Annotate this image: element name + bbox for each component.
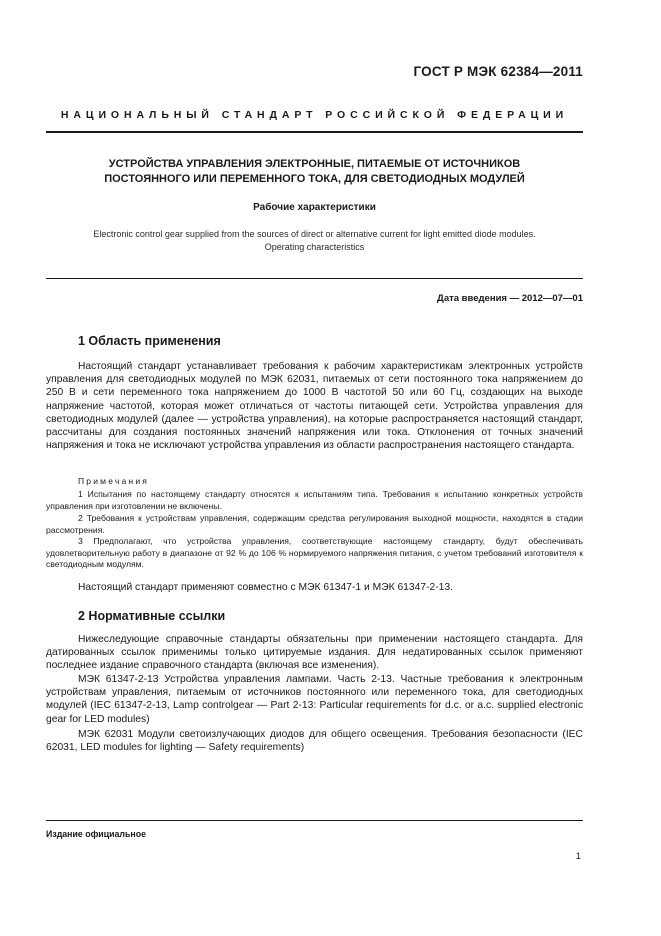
footer-divider xyxy=(46,820,583,821)
page-number: 1 xyxy=(575,851,581,862)
title-en-line-2: Operating characteristics xyxy=(264,242,365,252)
notes-heading: Примечания xyxy=(78,476,150,486)
title-ru-line-2: ПОСТОЯННОГО ИЛИ ПЕРЕМЕННОГО ТОКА, ДЛЯ СВЕТОДИОДНЫХ МОДУЛЕЙ xyxy=(104,173,525,185)
section-2-paragraph-2: МЭК 61347-2-13 Устройства управления лампами. Часть 2-13. Частные требования к электронным устройствам управления, питаемым от источников постоянного или переменного тока, для светодиодных модулей (IEC 61347-2-13, Lamp controlgear — Part 2-13: Particular requirements for d.c. or a.c. supplied electronic gear for LED modules) xyxy=(46,674,583,725)
official-edition-label: Издание официальное xyxy=(46,829,146,839)
document-title-ru xyxy=(46,157,583,187)
note-1: 1 Испытания по настоящему стандарту относятся к испытаниям типа. Требования к испытанию конкретных устройств управления при изготовлении не включены. xyxy=(46,489,583,511)
title-ru-line-1: УСТРОЙСТВА УПРАВЛЕНИЯ ЭЛЕКТРОННЫЕ, ПИТАЕМЫЕ ОТ ИСТОЧНИКОВ xyxy=(108,158,521,170)
title-en-line-1: Electronic control gear supplied from the sources of direct or alternative current for light emitted diode modules. xyxy=(93,229,536,239)
section-2-paragraph-1: Нижеследующие справочные стандарты обязательны при применении настоящего стандарта. Для датированных ссылок применимы только цитируемые издания. Для недатированных ссылок применяют последнее издание справочного стандарта (включая все изменения). xyxy=(46,634,583,672)
section-2-paragraph-3: МЭК 62031 Модули светоизлучающих диодов для общего освещения. Требования безопасности (IEC 62031, LED modules for lighting — Safety requirements) xyxy=(46,729,583,754)
title-divider xyxy=(46,278,583,279)
document-code: ГОСТ Р МЭК 62384—2011 xyxy=(413,64,583,79)
introduction-date: Дата введения — 2012—07—01 xyxy=(437,293,583,304)
national-standard-banner: НАЦИОНАЛЬНЫЙ СТАНДАРТ РОССИЙСКОЙ ФЕДЕРАЦИИ xyxy=(60,109,569,121)
note-2: 2 Требования к устройствам управления, содержащим средства регулирования выходной мощности, находятся в стадии рассмотрения. xyxy=(46,513,583,535)
top-divider xyxy=(46,131,583,133)
document-title-en xyxy=(46,228,583,254)
section-1-paragraph-1: Настоящий стандарт устанавливает требования к рабочим характеристикам электронных устройств управления для светодиодных модулей по МЭК 62031, питаемых от сети постоянного тока напряжением до 250 В и сети переменного тока напряжением до 1000 В частотой 50 или 60 Гц, создающих на выходе напряжение частотой, которая может отличаться от частоты питающей сети. Устройства управления для светодиодных модулей (далее — устройства управления), на которые распространяется настоящий стандарт, рассчитаны для создания постоянных значений напряжения или тока. Отклонения от точных значений напряжения и тока не исключают устройства управления из области распространения настоящего стандарта. xyxy=(46,361,583,452)
section-1-heading: 1 Область применения xyxy=(78,334,221,348)
section-2-heading: 2 Нормативные ссылки xyxy=(78,609,226,623)
note-3: 3 Предполагают, что устройства управления, соответствующие настоящему стандарту, будут обеспечивать удовлетворительную работу в диапазоне от 92 % до 106 % нормируемого напряжения питания, с учетом требований изготовителя к светодиодным модулям. xyxy=(46,536,583,569)
section-1-paragraph-2: Настоящий стандарт применяют совместно с МЭК 61347-1 и МЭК 61347-2-13. xyxy=(78,582,453,593)
document-subtitle-ru: Рабочие характеристики xyxy=(253,202,376,213)
